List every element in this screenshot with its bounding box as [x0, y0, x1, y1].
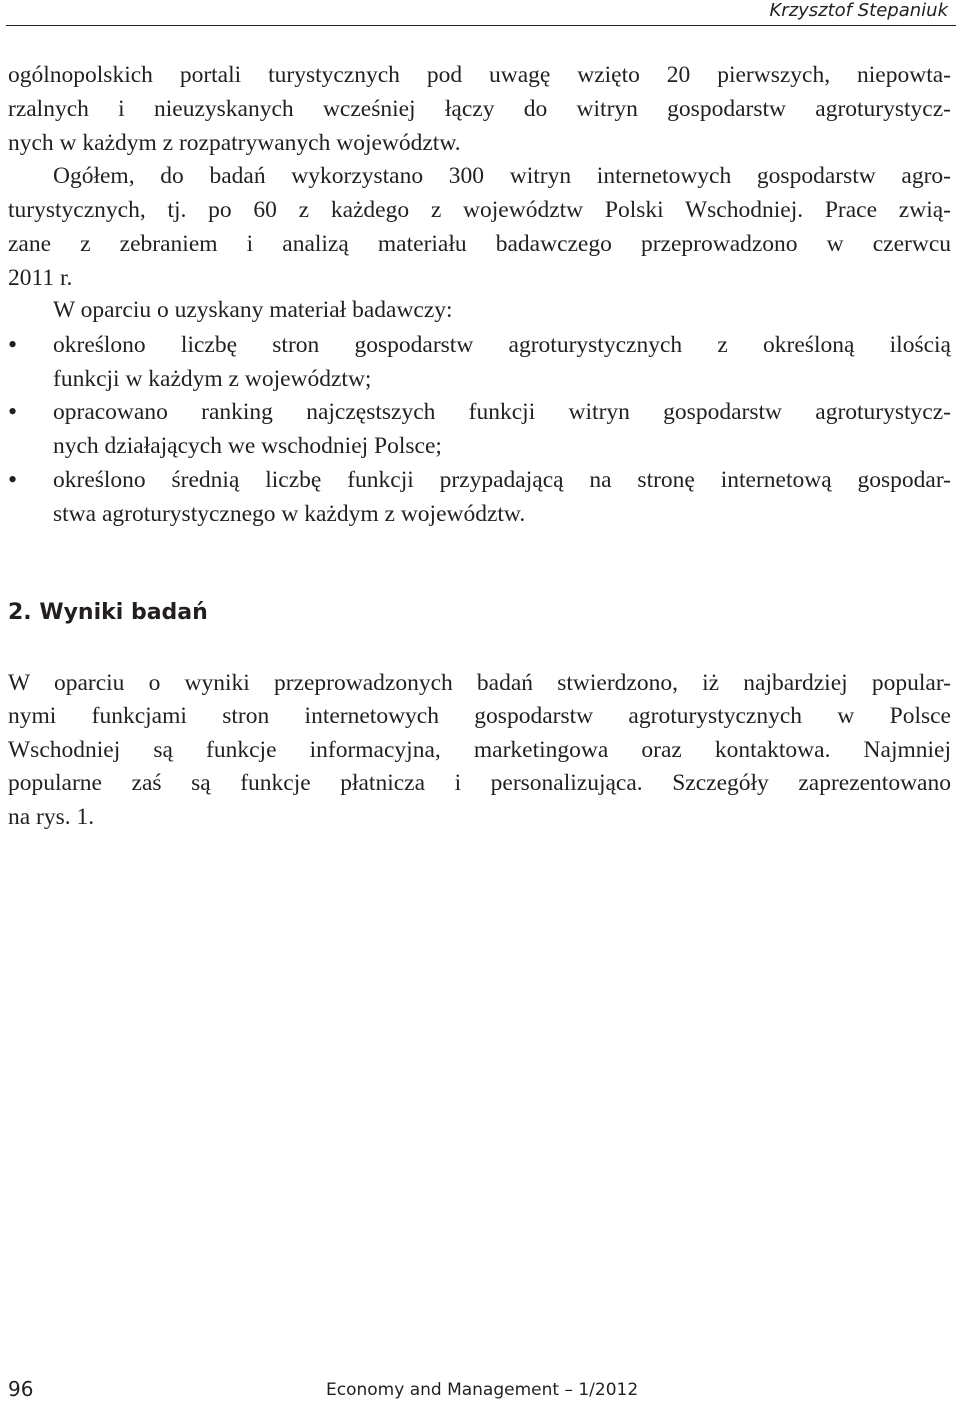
list-item: określono liczbę stron gospodarstw agroturystycznych z określoną ilością [53, 332, 951, 358]
text-line: nych w każdym z rozpatrywanych województw. [8, 130, 461, 156]
page-number: 96 [8, 1377, 34, 1401]
header-author: Krzysztof Stepaniuk [769, 0, 948, 21]
text-line: 2011 r. [8, 265, 73, 291]
list-item: nych działających we wschodniej Polsce; [53, 433, 442, 459]
bullet-dot-icon: • [8, 330, 18, 359]
text-line: ogólnopolskich portali turystycznych pod uwagę wzięto 20 pierwszych, niepowta- [8, 62, 951, 88]
text-line: W oparciu o uzyskany materiał badawczy: [53, 297, 453, 323]
list-item: opracowano ranking najczęstszych funkcji witryn gospodarstw agroturystycz- [53, 399, 951, 425]
list-item: funkcji w każdym z województw; [53, 366, 372, 392]
bullet-dot-icon: • [8, 397, 18, 426]
journal-name: Economy and Management – 1/2012 [326, 1380, 639, 1400]
list-item: stwa agroturystycznego w każdym z województw. [53, 501, 526, 527]
text-line: Wschodniej są funkcje informacyjna, marketingowa oraz kontaktowa. Najmniej [8, 737, 951, 763]
section-heading: 2. Wyniki badań [8, 600, 208, 625]
header-rule [6, 25, 956, 26]
text-line: zane z zebraniem i analizą materiału badawczego przeprowadzono w czerwcu [8, 231, 951, 257]
text-line: Ogółem, do badań wykorzystano 300 witryn internetowych gospodarstw agro- [53, 163, 951, 189]
text-line: nymi funkcjami stron internetowych gospodarstw agroturystycznych w Polsce [8, 703, 951, 729]
text-line: W oparciu o wyniki przeprowadzonych badań stwierdzono, iż najbardziej popular- [8, 670, 951, 696]
text-line: turystycznych, tj. po 60 z każdego z województw Polski Wschodniej. Prace zwią- [8, 197, 951, 223]
bullet-dot-icon: • [8, 465, 18, 494]
text-line: popularne zaś są funkcje płatnicza i personalizująca. Szczegóły zaprezentowano [8, 770, 951, 796]
list-item: określono średnią liczbę funkcji przypadającą na stronę internetową gospodar- [53, 467, 951, 493]
text-line: na rys. 1. [8, 804, 95, 830]
text-line: rzalnych i nieuzyskanych wcześniej łączy do witryn gospodarstw agroturystycz- [8, 96, 951, 122]
